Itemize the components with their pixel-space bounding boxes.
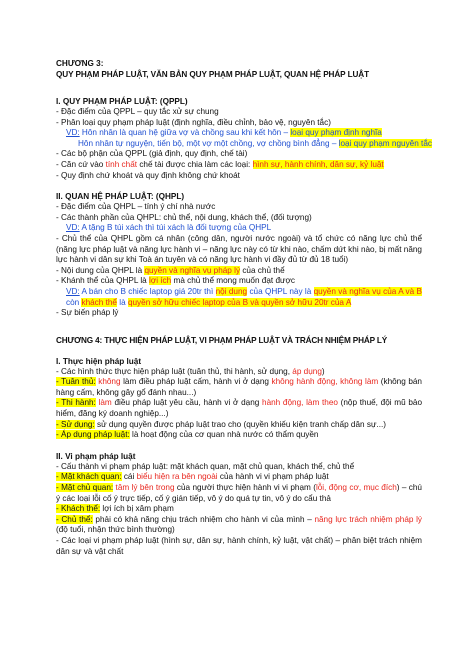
red-text: tính chất [105,159,138,169]
text: mà chủ thể mong muốn đạt được [171,276,295,286]
highlight: quyền sở hữu chiếc laptop của B và quyền sở hữu 20tr của A [127,297,352,307]
red-text: lỗi, động cơ, mục đích [315,483,397,493]
highlight: - Chủ thể: [56,514,93,524]
qhpl-line-1: - Đặc điểm của QHPL – tính ý chí nhà nước [56,202,216,212]
section-qppl-heading: I. QUY PHẠM PHÁP LUẬT: (QPPL) [56,97,188,106]
example-text: Hôn nhân tự nguyện, tiến bộ, một vợ một chồng, vợ chồng bình đẳng – [78,138,339,148]
text: của người thực hiện hành vi vi phạm ( [174,483,316,493]
text: (nộp thuế, đội mũ bảo hiểm, đăng ký doanh nghiệp...) [56,398,423,419]
red-text: hành động, làm theo [262,398,338,408]
example-label: VD: [66,286,80,296]
chapter-3-title: CHƯƠNG 3: [56,59,104,68]
qppl-example-1 [56,128,422,139]
text: (độ tuổi, nhận thức bình thường) [56,525,175,535]
example-label: VD: [66,128,80,138]
highlight: - Mặt khách quan: [56,472,122,482]
thuc-hien-line-1 [56,367,422,378]
highlight: loại quy phạm định nghĩa [290,128,382,138]
qhpl-line-5 [56,276,422,287]
red-text: biểu hiện ra bên ngoài [136,472,218,482]
text: lợi ích bị xâm phạm [100,504,174,514]
section-vi-pham-heading: II. Vi phạm pháp luật [56,451,136,461]
qppl-example-2 [56,138,432,150]
qppl-line-2: - Phân loại quy phạm pháp luật (định nghĩa, điều chỉnh, bảo vệ, nguyên tắc) [56,117,331,127]
text: là hoạt động của cơ quan nhà nước có thẩm quyền [129,430,319,440]
highlight: - Tuân thủ: [56,377,96,387]
qhpl-example-2 [56,287,422,308]
highlight: loại quy phạm nguyên tắc [338,138,432,148]
highlight: lợi ích [149,276,172,286]
qppl-line-1: - Đặc điểm của QPPL – quy tắc xử sự chung [56,107,219,116]
highlight: - Sử dụng: [56,419,95,429]
thuc-hien-su-dung [56,420,422,431]
text: làm điều pháp luật cấm, hành vi ở dạng [120,377,272,387]
qhpl-example-1 [56,223,422,234]
qhpl-line-4 [56,266,422,277]
highlight: nội dung [215,286,248,296]
text: ) – chú ý các loại lỗi cố ý trực tiếp, cố ý gián tiếp, vô ý do quá tự tin, vô ý do cẩu thả [56,483,422,503]
red-text: không hành động, không làm [271,377,379,387]
thuc-hien-tuan-thu [56,377,422,398]
thuc-hien-ap-dung [56,430,422,441]
vi-pham-khach-the [56,504,422,515]
vi-pham-chu-the [56,515,422,536]
example-text: của QHPL này là [247,286,314,296]
red-text: làm [98,398,112,408]
thuc-hien-thi-hanh [56,398,422,419]
highlight: quyền và nghĩa vụ pháp lý [144,265,241,275]
text: phải có khả năng chịu trách nhiệm cho hành vi của mình – [92,514,315,524]
text: của chủ thể [240,265,285,275]
qhpl-line-2: - Các thành phần của QHPL: chủ thể, nội dung, khách thể, (đối tượng) [56,212,312,222]
highlight: - Mặt chủ quan: [56,483,114,493]
example-label: VD: [66,223,80,233]
red-text: không [98,377,121,387]
qppl-line-3: - Các bộ phận của QPPL (giả định, quy định, chế tài) [56,149,248,159]
qhpl-line-3: - Chủ thể của QHPL gồm cá nhân (công dân, người nước ngoài) và tổ chức có năng lực chủ thể (năng lực pháp luật và năng lực hành vi – năng lực này có từ khi nào, chấm dứt khi nào, bị mất năng lực hành vi dân sự khi Toà án tuyên và có năng lực hành vi đầy đủ từ đủ 18 tuổi) [56,233,422,265]
vi-pham-chu-quan [56,483,422,504]
text: - Các hình thức thực hiện pháp luật (tuân thủ, thi hành, sử dụng, [56,366,293,376]
example-text: là [117,297,128,307]
chapter-3-subtitle: QUY PHẠM PHÁP LUẬT, VĂN BẢN QUY PHẠM PHÁP LUẬT, QUAN HỆ PHÁP LUẬT [56,70,369,79]
text: ) [321,366,325,376]
vi-pham-line-1: - Cấu thành vi phạm pháp luật: mặt khách quan, mặt chủ quan, khách thể, chủ thể [56,461,355,471]
text: sử dụng quyền được pháp luật trao cho (quyền khiếu kiện tranh chấp dân sự...) [94,419,386,429]
example-text: Hôn nhân là quan hệ giữa vợ và chồng sau khi kết hôn – [79,128,291,138]
qhpl-line-6: - Sự biến pháp lý [56,308,119,318]
highlight: khách thể [81,297,117,307]
red-text: áp dụng [292,366,322,376]
text: chế tài được chia làm các loại: [137,159,253,169]
highlight: hình sự, hành chính, dân sự, kỷ luật [252,159,384,169]
highlight: - Thi hành: [56,398,96,408]
document-page [56,58,432,557]
qppl-line-5: - Quy định chứ khoát và quy định không chứ khoát [56,170,240,180]
example-text: còn [66,297,82,307]
text: cái [121,472,137,482]
text: - Khánh thể của QHPL là [56,276,149,286]
highlight: quyền và nghĩa vụ của A và B [313,286,423,296]
highlight: - Áp dụng pháp luật: [56,430,130,440]
highlight: - Khách thể: [56,504,101,514]
text: điều pháp luật yêu cầu, hành vi ở dạng [111,398,263,408]
example-text: A bán cho B chiếc laptop giá 20tr thì [79,286,216,296]
text: của hành vi vi phạm pháp luật [217,472,329,482]
qppl-line-4 [56,160,422,171]
text: - Nội dung của QHPL là [56,265,145,275]
section-qhpl-heading: II. QUAN HỆ PHÁP LUẬT: (QHPL) [56,192,185,202]
vi-pham-line-6: - Các loại vi phạm pháp luật (hình sự, dân sự, hành chính, kỷ luật, vật chất) – phân biệt trách nhiệm dân sự và vật chất [56,536,422,556]
section-thuc-hien-heading: I. Thực hiện pháp luật [56,356,142,366]
chapter-4-title: CHƯƠNG 4: THỰC HIỆN PHÁP LUẬT, VI PHẠM PHÁP LUẬT VÀ TRÁCH NHIỆM PHÁP LÝ [56,335,388,345]
text: - Căn cứ vào [56,159,106,169]
text: (không bán hàng cấm, không gây gổ đánh nhau...) [56,377,422,397]
red-text: tâm lý bên trong [115,483,175,493]
red-text: năng lực trách nhiệm pháp lý [314,514,423,524]
example-text: A tặng B túi xách thì túi xách là đối tượng của QHPL [79,223,272,233]
vi-pham-khach-quan [56,472,422,483]
